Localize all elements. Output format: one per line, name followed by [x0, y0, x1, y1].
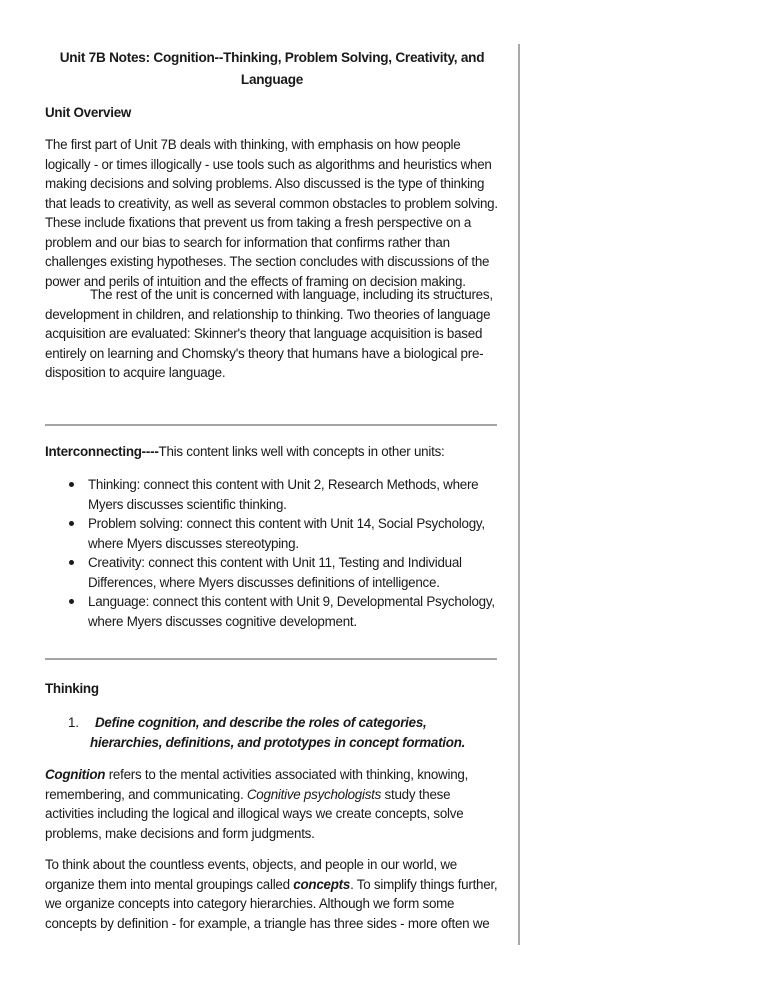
- interconnecting-text: This content links well with concepts in other units:: [158, 444, 445, 459]
- bullet-icon: [69, 599, 74, 604]
- list-item: Language: connect this content with Unit 9, Developmental Psychology, where Myers discusses cognitive development.: [45, 592, 499, 631]
- overview-paragraph-2: The rest of the unit is concerned with language, including its structures, development in children, and relationship to thinking. Two theories of language acquisition are evaluated: Skinner's theory that language acquisition is based entirely on learning and Chomsky's theory that humans have a biological pre-disposition to acquire language.: [45, 287, 493, 380]
- thinking-heading: Thinking: [45, 681, 99, 696]
- list-item: Creativity: connect this content with Unit 11, Testing and Individual Differences, where Myers discusses definitions of intelligence.: [45, 553, 499, 592]
- margin-divider-line: [518, 44, 520, 945]
- learning-objective-list: [45, 713, 499, 752]
- interconnecting-intro: [45, 442, 499, 462]
- cognition-term: Cognition: [45, 767, 106, 782]
- overview-paragraph-1: The first part of Unit 7B deals with thinking, with emphasis on how people logically - or times illogically - use tools such as algorithms and heuristics when making decisions and solving problems. Also discussed is the type of thinking that leads to creativity, as well as several common obstacles to problem solving. These include fixations that prevent us from taking a fresh perspective on a problem and our bias to search for information that confirms rather than challenges existing hypotheses. The section concludes with discussions of the power and perils of intuition and the effects of framing on decision making.: [45, 137, 498, 289]
- cognition-paragraph: Cognition refers to the mental activities associated with thinking, knowing, remembering, and communicating. Cognitive psychologists study these activities including the logical and illogical ways we create concepts, solve problems, make decisions and form judgments.: [45, 767, 469, 841]
- interconnecting-list: [45, 475, 499, 631]
- title-line-1: Unit 7B Notes: Cognition--Thinking, Problem Solving, Creativity, and: [59, 50, 485, 65]
- unit-overview-heading: Unit Overview: [45, 105, 132, 120]
- bullet-icon: [69, 521, 74, 526]
- horizontal-rule: [45, 658, 497, 660]
- document-title: [45, 47, 499, 91]
- concepts-paragraph: To think about the countless events, objects, and people in our world, we organize them into mental groupings called concepts. To simplify things further, we organize concepts into category hierarchies. Although we form some concepts by definition - for example, a triangle has three sides - more often we: [45, 857, 498, 931]
- objective-text: Define cognition, and describe the roles of categories, hierarchies, definitions, and prototypes in concept formation.: [90, 715, 466, 750]
- list-item: Problem solving: connect this content with Unit 14, Social Psychology, where Myers discusses stereotyping.: [45, 514, 499, 553]
- bullet-icon: [69, 482, 74, 487]
- concepts-term: concepts: [293, 876, 351, 892]
- learning-objective-item: [45, 713, 499, 752]
- cognitive-psychologists-term: Cognitive psychologists: [246, 786, 382, 802]
- interconnecting-label: Interconnecting----: [45, 444, 159, 459]
- horizontal-rule: [45, 424, 497, 426]
- title-line-2: Language: [240, 72, 304, 87]
- bullet-icon: [69, 560, 74, 565]
- objective-number: 1.: [68, 715, 79, 730]
- list-item: Thinking: connect this content with Unit 2, Research Methods, where Myers discusses scientific thinking.: [45, 475, 499, 514]
